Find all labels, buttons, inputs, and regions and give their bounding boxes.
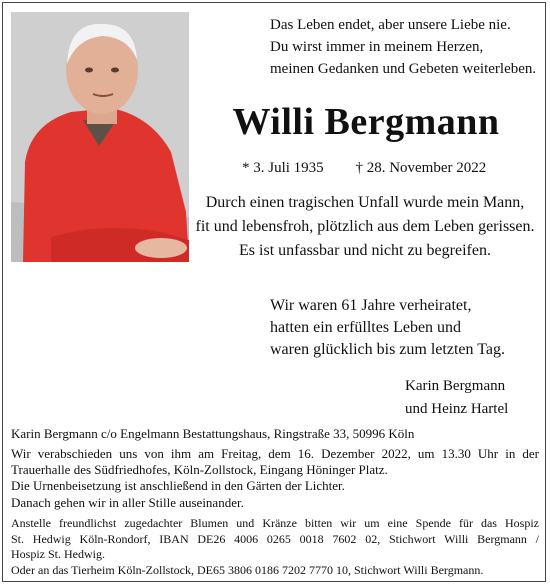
funeral-line: Wir verabschieden uns von ihm am Freitag, dem 16. Dezember 2022, um 13.30 Uhr in der bbox=[11, 446, 539, 461]
marriage-line: Wir waren 61 Jahre verheiratet, bbox=[270, 297, 472, 314]
intro-text bbox=[190, 191, 540, 263]
funeral-info bbox=[11, 446, 539, 511]
poem-line: Das Leben endet, aber unsere Liebe nie. bbox=[270, 17, 511, 33]
signature-name: und Heinz Hartel bbox=[405, 401, 509, 417]
portrait-photo bbox=[11, 12, 189, 262]
birth-date: * 3. Juli 1935 bbox=[242, 160, 324, 176]
portrait-illustration bbox=[11, 12, 189, 262]
signature-name: Karin Bergmann bbox=[405, 378, 506, 394]
donation-line: Hospiz St. Hedwig. bbox=[11, 547, 105, 561]
poem-line: Du wirst immer in meinem Herzen, bbox=[270, 39, 484, 55]
death-date: † 28. November 2022 bbox=[355, 160, 487, 176]
donation-info bbox=[11, 516, 539, 578]
marriage-line: hatten ein erfülltes Leben und bbox=[270, 319, 462, 336]
marriage-line: waren glücklich bis zum letzten Tag. bbox=[270, 341, 505, 358]
funeral-line: Die Urnenbeisetzung ist anschließend in den Gärten der Lichter. bbox=[11, 478, 345, 494]
life-dates bbox=[242, 160, 486, 177]
donation-line: Anstelle freundlichst zugedachter Blumen und Kränze bitten wir um eine Spende für das Hospiz bbox=[11, 516, 539, 530]
intro-line: fit und lebensfroh, plötzlich aus dem Leben gerissen. bbox=[195, 218, 535, 235]
poem bbox=[270, 14, 536, 80]
funeral-line: Trauerhalle des Südfriedhofes, Köln-Zollstock, Eingang Höninger Platz. bbox=[11, 462, 388, 478]
deceased-name: Willi Bergmann bbox=[232, 101, 500, 143]
signatures bbox=[405, 375, 508, 421]
funeral-line: Danach gehen wir in aller Stille auseinander. bbox=[11, 494, 244, 510]
donation-line: Oder an das Tierheim Köln-Zollstock, DE65 3806 0186 7202 7770 10, Stichwort Willi Bergmann. bbox=[11, 562, 484, 577]
marriage-text bbox=[270, 295, 505, 361]
intro-line: Durch einen tragischen Unfall wurde mein Mann, bbox=[205, 194, 525, 211]
donation-line: St. Hedwig Köln-Rondorf, IBAN DE26 4006 0265 0018 7602 02, Stichwort Willi Bergmann / bbox=[11, 531, 539, 546]
intro-line: Es ist unfassbar und nicht zu begreifen. bbox=[239, 242, 491, 259]
contact-address: Karin Bergmann c/o Engelmann Bestattungshaus, Ringstraße 33, 50996 Köln bbox=[11, 426, 415, 441]
poem-line: meinen Gedanken und Gebeten weiterleben. bbox=[270, 61, 537, 77]
